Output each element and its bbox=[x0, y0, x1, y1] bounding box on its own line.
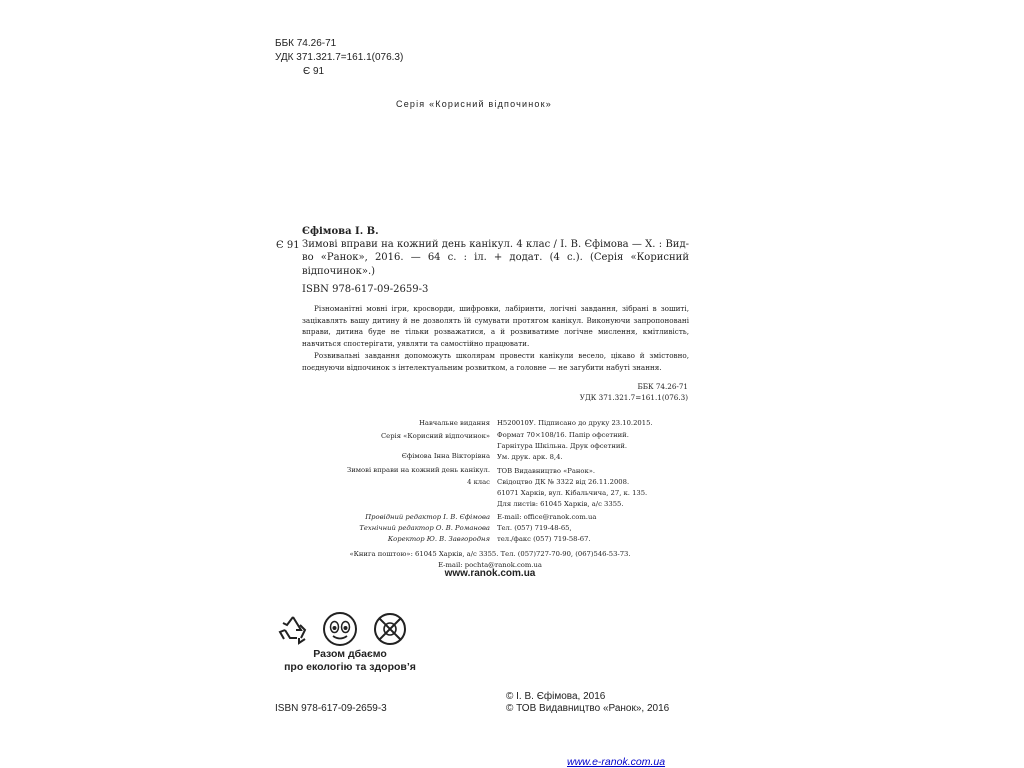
website: www.ranok.com.ua bbox=[444, 568, 536, 579]
staff-corrector: Коректор Ю. В. Завгородня bbox=[387, 535, 490, 543]
udk-header: УДК 371.321.7=161.1(076.3) bbox=[275, 52, 404, 63]
copyright-author: © І. В. Єфімова, 2016 bbox=[506, 691, 606, 702]
colophon-sheets: Ум. друк. арк. 8,4. bbox=[497, 453, 563, 461]
author-heading: Єфімова І. В. bbox=[302, 226, 379, 237]
colophon-certificate: Свідоцтво ДК № 3322 від 26.11.2008. bbox=[497, 478, 630, 486]
recycle-icon bbox=[275, 612, 311, 648]
eco-slogan-line-1: Разом дбаємо bbox=[313, 648, 387, 660]
colophon-series: Серія «Корисний відпочинок» bbox=[380, 432, 490, 440]
staff-phone: Тел. (057) 719-48-65, bbox=[497, 524, 572, 532]
no-waste-icon bbox=[372, 611, 408, 647]
series-title: Серія «Корисний відпочинок» bbox=[396, 99, 552, 109]
bbk-header: ББК 74.26-71 bbox=[275, 38, 337, 49]
e-ranok-link[interactable]: www.e-ranok.com.ua bbox=[567, 756, 666, 768]
colophon-address: 61071 Харків, вул. Кібальчича, 27, к. 135. bbox=[497, 489, 648, 497]
colophon-title: Зимові вправи на кожний день канікул. bbox=[347, 466, 490, 474]
colophon-author: Єфімова Інна Вікторівна bbox=[401, 452, 490, 460]
isbn: ISBN 978-617-09-2659-3 bbox=[302, 284, 429, 295]
colophon-mail-address: Для листів: 61045 Харків, а/с 3355. bbox=[497, 500, 624, 508]
colophon-font: Гарнітура Шкільна. Друк офсетний. bbox=[497, 442, 628, 450]
colophon-signed: Н520010У. Підписано до друку 23.10.2015. bbox=[497, 419, 653, 427]
eco-slogan-line-2: про екологію та здоров’я bbox=[284, 661, 416, 673]
colophon-publisher: ТОВ Видавництво «Ранок». bbox=[497, 467, 596, 475]
copyright-publisher: © ТОВ Видавництво «Ранок», 2016 bbox=[506, 703, 670, 714]
staff-tech-editor: Технічний редактор О. В. Романова bbox=[359, 524, 490, 532]
catalog-code: Є 91 bbox=[276, 240, 300, 251]
mail-order-line: «Книга поштою»: 61045 Харків, а/с 3355. Тел. (057)727-70-90, (067)546-53-73. bbox=[349, 550, 631, 558]
smiley-face-icon bbox=[322, 610, 358, 648]
staff-email: E-mail: office@ranok.com.ua bbox=[497, 513, 597, 521]
colophon-edition-type: Навчальне видання bbox=[418, 419, 490, 427]
colophon-grade: 4 клас bbox=[467, 478, 490, 486]
mail-order-email: E-mail: pochta@ranok.com.ua bbox=[438, 561, 542, 569]
colophon-format: Формат 70×108/16. Папір офсетний. bbox=[497, 431, 629, 439]
summary-udk: УДК 371.321.7=161.1(076.3) bbox=[579, 393, 688, 402]
summary-paragraph-1: Різноманітні мовні ігри, кросворди, шифровки, лабіринти, логічні завдання, зібрані в зошиті, зацікавлять вашу дитину й не дозволять їй сумувати протягом канікул. Виконуючи запропоновані вправи, дитина буде не тільки розважатися, а й розвиватиме логічне мислення, кмітливість, навчиться спостерігати, уявляти та самостійно працювати. bbox=[302, 304, 689, 348]
footer-isbn: ISBN 978-617-09-2659-3 bbox=[275, 703, 387, 714]
staff-lead-editor: Провідний редактор І. В. Єфімова bbox=[365, 513, 490, 521]
summary-paragraph-2: Розвивальні завдання допоможуть школярам провести канікули весело, цікаво й змістовно, поєднуючи відпочинок з інтелектуальним розвитком, а головне — не загубити набуті знання. bbox=[302, 351, 689, 372]
staff-fax: тел./факс (057) 719-58-67. bbox=[497, 535, 591, 543]
catalog-code-header: Є 91 bbox=[303, 66, 325, 77]
catalog-description: Зимові вправи на кожний день канікул. 4 клас / І. В. Єфімова — Х. : Вид-во «Ранок», 2016. — 64 с. : іл. + додат. (4 с.). (Серія «Корисний відпочинок».) bbox=[302, 239, 689, 277]
summary-bbk: ББК 74.26-71 bbox=[637, 382, 688, 391]
